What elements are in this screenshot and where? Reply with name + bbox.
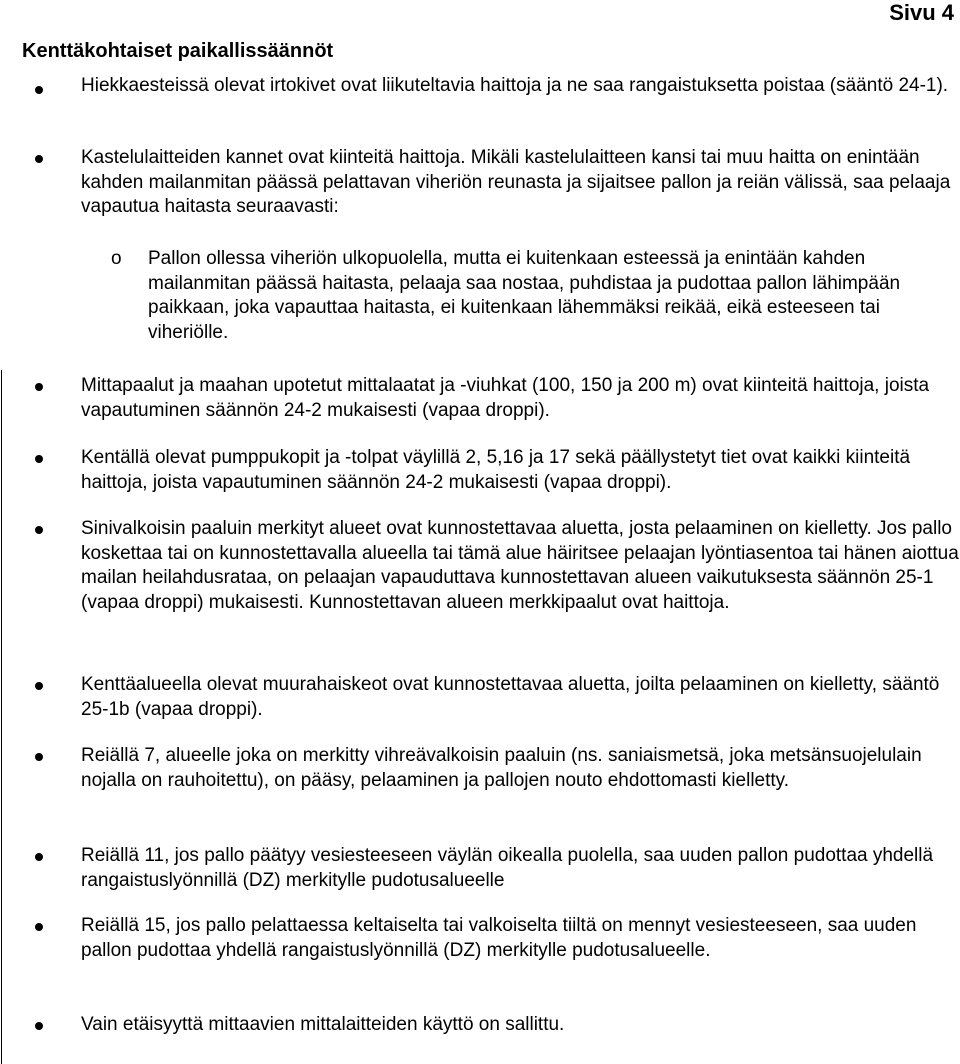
bullet-icon [35, 753, 43, 761]
bullet-icon [35, 682, 43, 690]
sub-list-marker: o [111, 248, 122, 269]
bullet-icon [35, 1022, 43, 1030]
bullet-icon [35, 86, 43, 94]
page-number: Sivu 4 [889, 0, 954, 25]
list-item: Reiällä 15, jos pallo pelattaessa keltaiselta tai valkoiselta tiiltä on mennyt vesiesteeseen, saa uuden pallon pudottaa yhdellä rangaistuslyönnillä (DZ) merkitylle pudotusalueelle. [81, 915, 917, 961]
page-title: Kenttäkohtaiset paikallissäännöt [22, 40, 334, 62]
list-item: Vain etäisyyttä mittaavien mittalaitteiden käyttö on sallittu. [81, 1014, 565, 1035]
list-item: Reiällä 7, alueelle joka on merkitty vihreävalkoisin paaluin (ns. saniaismetsä, joka metsänsuojelulain nojalla on rauhoitettu), on pääsy, pelaaminen ja pallojen nouto ehdottomasti kielletty. [81, 745, 922, 791]
list-item: Kastelulaitteiden kannet ovat kiinteitä haittoja. Mikäli kastelulaitteen kansi tai muu haitta on enintään kahden mailanmitan päässä pelattavan viheriön reunasta ja sijaitsee pallon ja reiän välissä, saa pelaaja vapautua haitasta seuraavasti: [81, 147, 951, 217]
margin-change-bar [1, 370, 2, 1064]
bullet-icon [35, 853, 43, 861]
bullet-icon [35, 923, 43, 931]
bullet-icon [35, 455, 43, 463]
bullet-icon [35, 155, 43, 163]
sub-list-item: Pallon ollessa viheriön ulkopuolella, mutta ei kuitenkaan esteessä ja enintään kahden mailanmitan päässä haitasta, pelaaja saa nostaa, puhdistaa ja pudottaa pallon lähimpään paikkaan, joka vapauttaa haitasta, ei kuitenkaan lähemmäksi reikää, eikä esteeseen tai viheriölle. [148, 248, 901, 343]
list-item: Hiekkaesteissä olevat irtokivet ovat liikuteltavia haittoja ja ne saa rangaistuksetta poistaa (sääntö 24-1). [81, 75, 949, 96]
bullet-icon [35, 526, 43, 534]
list-item: Mittapaalut ja maahan upotetut mittalaatat ja -viuhkat (100, 150 ja 200 m) ovat kiinteitä haittoja, joista vapautuminen säännön 24-2 mukaisesti (vapaa droppi). [81, 375, 930, 421]
bullet-icon [35, 383, 43, 391]
list-item: Kentällä olevat pumppukopit ja -tolpat väylillä 2, 5,16 ja 17 sekä päällystetyt tiet ovat kaikki kiinteitä haittoja, joista vapautuminen säännön 24-2 mukaisesti (vapaa droppi). [81, 447, 911, 493]
list-item: Sinivalkoisin paaluin merkityt alueet ovat kunnostettavaa aluetta, josta pelaaminen on kielletty. Jos pallo koskettaa tai on kunnostettavalla alueella tai tämä alue häiritsee pelaajan lyöntiasentoa tai hänen aiottua mailan heilahdusrataa, on pelaajan vapauduttava kunnostettavan alueen vaikutuksesta säännön 25-1 (vapaa droppi) mukaisesti. Kunnostettavan alueen merkkipaalut ovat haittoja. [81, 518, 959, 613]
list-item: Kenttäalueella olevat muurahaiskeot ovat kunnostettavaa aluetta, joilta pelaaminen on kielletty, sääntö 25-1b (vapaa droppi). [81, 674, 940, 720]
list-item: Reiällä 11, jos pallo päätyy vesiesteeseen väylän oikealla puolella, saa uuden pallon pudottaa yhdellä rangaistuslyönnillä (DZ) merkitylle pudotusalueelle [81, 845, 934, 891]
